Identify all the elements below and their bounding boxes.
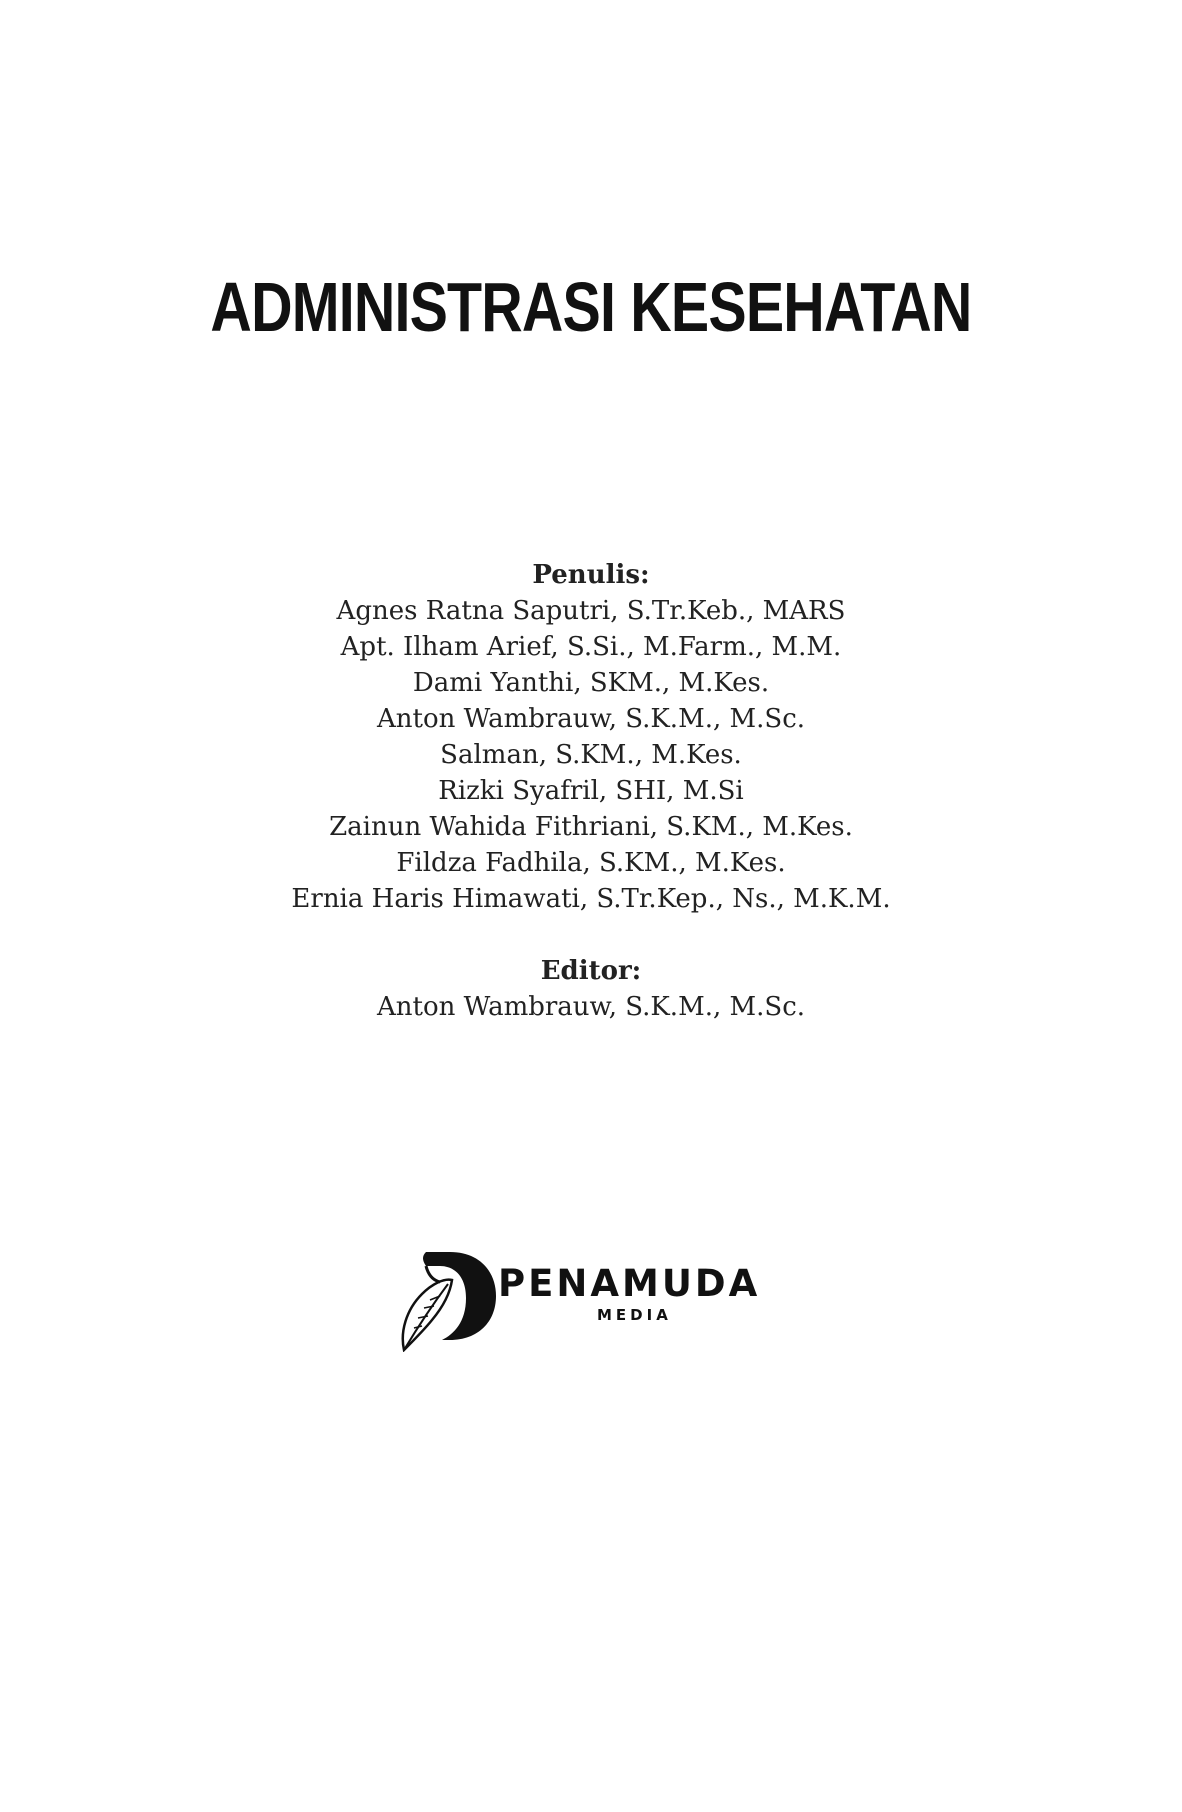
author-name: Ernia Haris Himawati, S.Tr.Kep., Ns., M.K.M. [291,884,891,914]
author-name: Apt. Ilham Arief, S.Si., M.Farm., M.M. [340,632,842,662]
publisher-subtitle: MEDIA [597,1306,672,1324]
author-name: Salman, S.KM., M.Kes. [440,740,742,770]
spacer [0,917,1182,953]
author-name: Agnes Ratna Saputri, S.Tr.Keb., MARS [336,596,846,626]
authors-heading: Penulis: [532,560,650,590]
author-name: Fildza Fadhila, S.KM., M.Kes. [396,848,786,878]
publisher-logo [392,1242,792,1352]
editor-name: Anton Wambrauw, S.K.M., M.Sc. [376,992,806,1022]
editor-heading: Editor: [540,956,642,986]
quill-d-logo-icon [392,1242,502,1352]
book-title: ADMINISTRASI KESEHATAN [210,268,972,346]
credits-block [0,557,1182,1025]
publisher-name: PENAMUDA [498,1262,761,1305]
author-name: Rizki Syafril, SHI, M.Si [438,776,744,806]
author-name: Anton Wambrauw, S.K.M., M.Sc. [376,704,806,734]
author-name: Zainun Wahida Fithriani, S.KM., M.Kes. [329,812,853,842]
author-name: Dami Yanthi, SKM., M.Kes. [412,668,770,698]
